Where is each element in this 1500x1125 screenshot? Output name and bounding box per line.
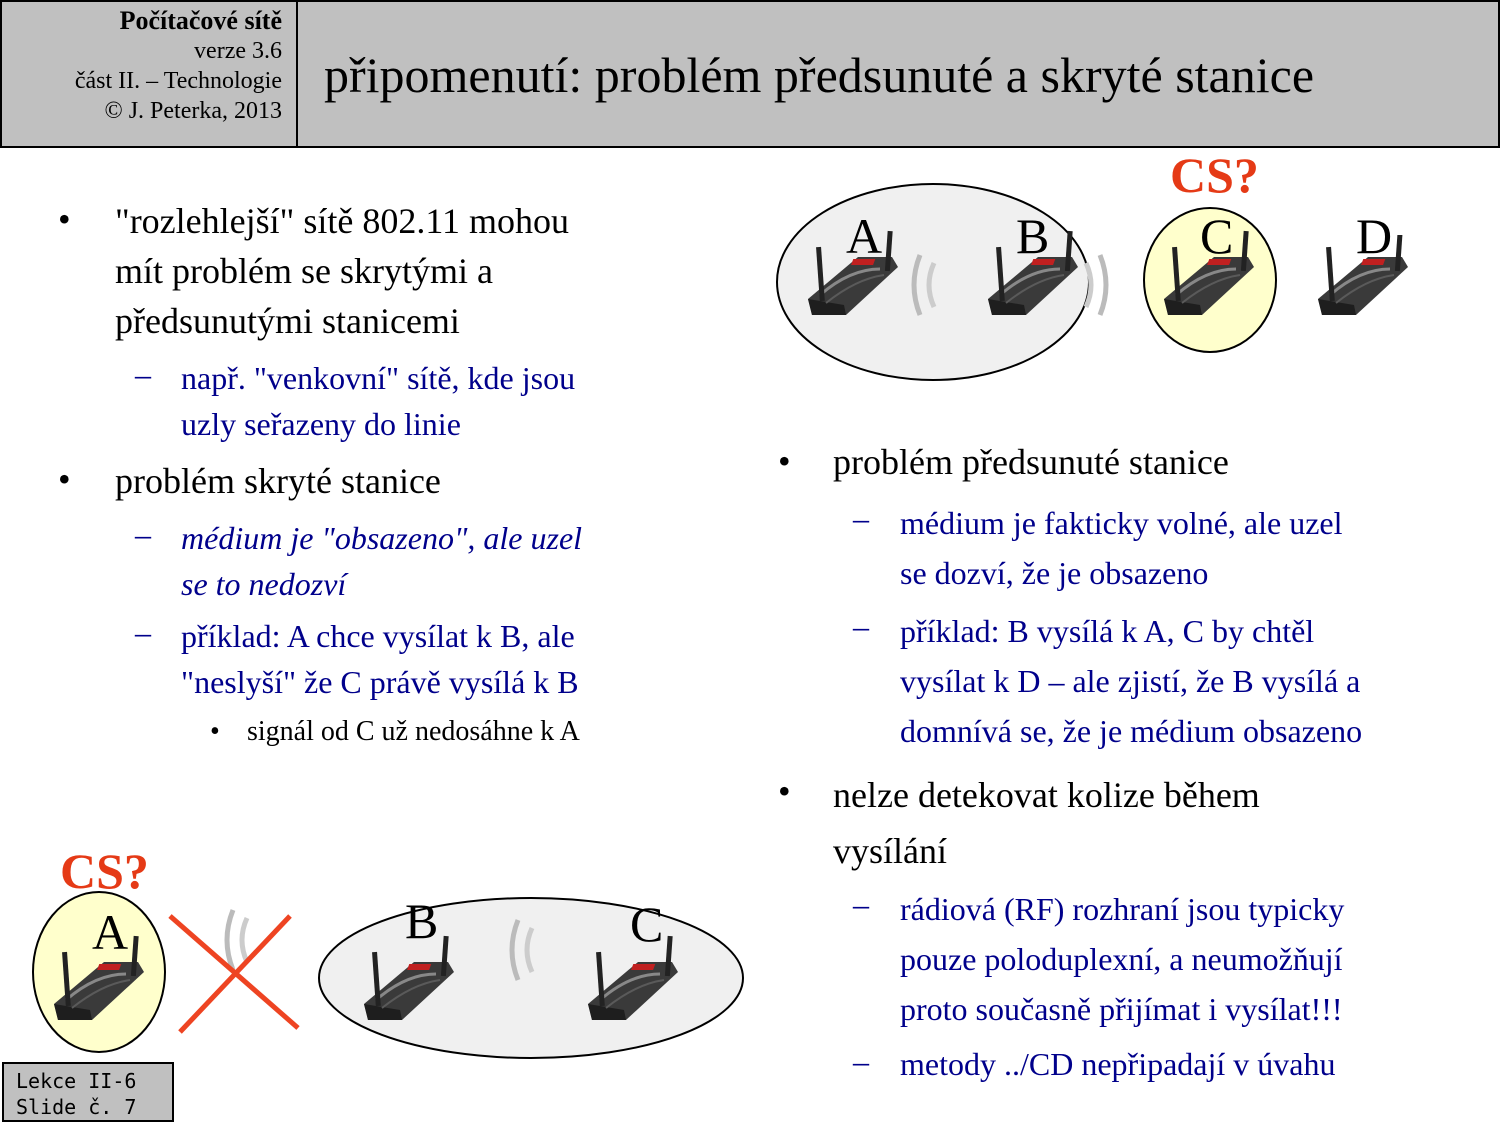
text-line: např. "venkovní" sítě, kde jsou [181, 360, 576, 396]
blocked-cross-line [180, 916, 290, 1032]
part-label: část II. – Technologie [74, 68, 282, 94]
version-label: verze 3.6 [194, 38, 282, 64]
text-line: médium je fakticky volné, ale uzel [900, 505, 1343, 541]
bullet-1-marker: • [58, 199, 71, 239]
text-line: vysílat k D – ale zjistí, že B vysílá a [900, 663, 1361, 699]
slide-footer [2, 1062, 174, 1122]
dash-marker: – [135, 614, 151, 650]
right-bullet-1-sub-1 [900, 498, 1343, 598]
right-bullet-2-sub-2: metody ../CD nepřipadají v úvahu [900, 1046, 1336, 1082]
node-label-c: C [630, 896, 664, 952]
text-line: předsunutými stanicemi [115, 301, 460, 341]
right-bullet-2 [833, 767, 1260, 879]
course-name: Počítačové sítě [119, 6, 282, 35]
text-line: se to nedozví [181, 566, 347, 602]
copyright-label: © J. Peterka, 2013 [104, 98, 282, 124]
dash-marker: – [135, 516, 151, 552]
slide-number: Slide č. 7 [16, 1095, 137, 1119]
text-line: "neslyší" že C právě vysílá k B [181, 664, 579, 700]
node-label-b: B [1016, 208, 1050, 264]
wave-icon [1086, 255, 1106, 315]
dash-marker: – [853, 886, 869, 922]
node-label-b: B [405, 893, 439, 949]
bullet-2-marker: • [58, 459, 71, 499]
text-line: příklad: A chce vysílat k B, ale [181, 618, 575, 654]
left-bullet-2-sub-2 [181, 613, 579, 705]
node-label-d: D [1356, 208, 1393, 264]
slide-title: připomenutí: problém předsunuté a skryté stanice [324, 47, 1315, 103]
left-bullet-1-sub [181, 355, 575, 447]
node-label-a: A [846, 208, 883, 264]
node-label-c: C [1200, 208, 1234, 264]
text-line: nelze detekovat kolize během [833, 775, 1260, 815]
carrier-sense-label: CS? [1170, 147, 1259, 203]
bullet-3-marker: • [778, 441, 791, 481]
text-line: vysílání [833, 831, 947, 871]
right-bullet-1: problém předsunuté stanice [833, 442, 1229, 482]
right-bullet-1-sub-2 [900, 606, 1362, 756]
text-line: mít problém se skrytými a [115, 251, 493, 291]
node-label-a: A [92, 904, 129, 960]
text-line: proto současně přijímat i vysílat!!! [900, 991, 1343, 1027]
text-line: rádiová (RF) rozhraní jsou typicky [900, 891, 1345, 927]
text-line: příklad: B vysílá k A, C by chtěl [900, 613, 1315, 649]
left-bullet-1 [115, 196, 569, 346]
dash-marker: – [853, 500, 869, 536]
text-line: pouze poloduplexní, a neumožňují [900, 941, 1343, 977]
text-line: médium je "obsazeno", ale uzel [181, 520, 583, 556]
bullet-4-marker: • [778, 771, 791, 811]
small-bullet-marker: • [210, 716, 220, 747]
text-line: "rozlehlejší" sítě 802.11 mohou [115, 201, 569, 241]
text-line: se dozví, že je obsazeno [900, 555, 1209, 591]
header-info-box [0, 0, 298, 148]
range-ellipse-bc [319, 898, 743, 1058]
text-line: uzly seřazeny do linie [181, 406, 461, 442]
lesson-label: Lekce II-6 [16, 1069, 137, 1093]
left-bullet-2-sub-1 [181, 515, 582, 607]
carrier-sense-label: CS? [60, 843, 149, 899]
right-bullet-2-sub-1 [900, 884, 1344, 1034]
dash-marker: – [853, 608, 869, 644]
dash-marker: – [853, 1043, 869, 1079]
text-line: domnívá se, že je médium obsazeno [900, 713, 1363, 749]
left-sub-sub-item: signál od C už nedosáhne k A [247, 716, 580, 747]
title-bar [298, 0, 1500, 148]
left-bullet-2: problém skryté stanice [115, 461, 441, 501]
dash-marker: – [135, 356, 151, 392]
